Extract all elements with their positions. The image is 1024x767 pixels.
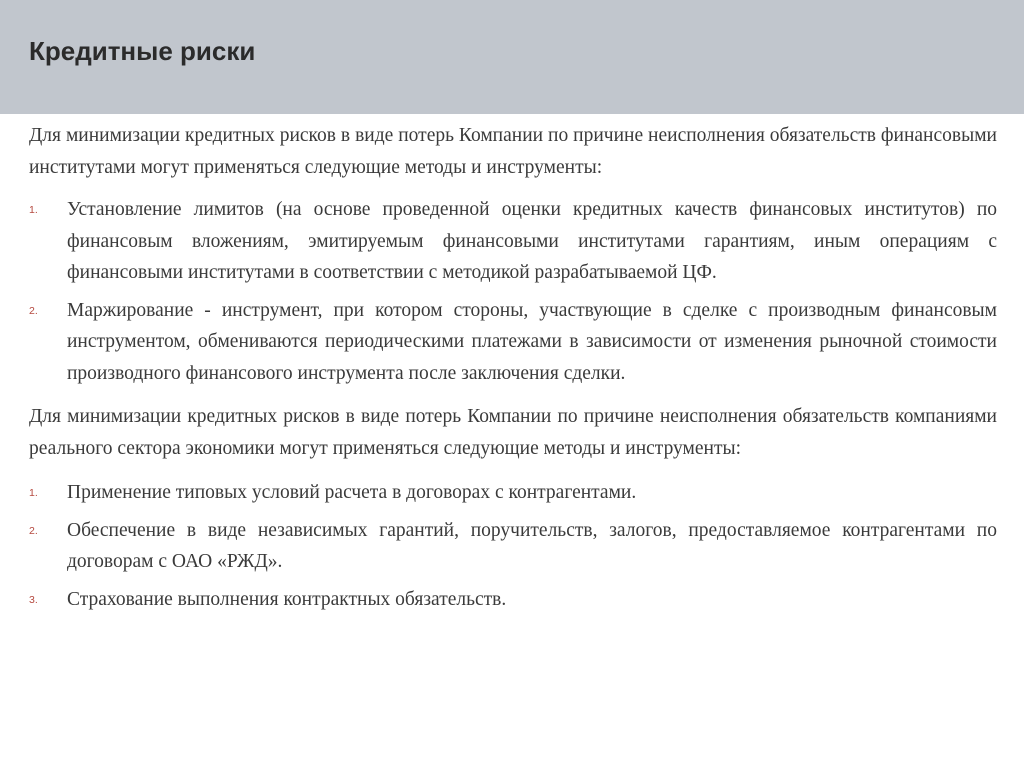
list-item-text: Страхование выполнения контрактных обязательств. — [67, 588, 507, 610]
list-number: 2. — [29, 304, 38, 317]
list-number: 1. — [29, 204, 38, 216]
title-bar — [0, 0, 1024, 114]
list-item — [29, 477, 997, 509]
slide-body — [29, 120, 997, 621]
intro-paragraph-2: Для минимизации кредитных рисков в виде потерь Компании по причине неисполнения обязательств компаниями реального сектора экономики могут применяться следующие методы и инструменты: — [29, 406, 997, 459]
list-number: 1. — [29, 487, 38, 499]
intro-paragraph-1: Для минимизации кредитных рисков в виде потерь Компании по причине неисполнения обязательств финансовыми институтами могут применяться следующие методы и инструменты: — [29, 125, 997, 178]
list-number: 2. — [29, 524, 38, 537]
list-number: 3. — [29, 593, 38, 606]
list-item — [29, 515, 997, 578]
list-item-text: Установление лимитов (на основе проведенной оценки кредитных качеств финансовых институтов) по финансовым вложениям, эмитируемым финансовыми институтами гарантиям, иным операциям с финансовыми институтами в соответствии с методикой разрабатываемой ЦФ. — [67, 199, 997, 283]
methods-list-1 — [29, 194, 997, 389]
list-item-text: Обеспечение в виде независимых гарантий, поручительств, залогов, предоставляемое контрагентами по договорам с ОАО «РЖД». — [67, 519, 997, 572]
methods-list-2 — [29, 477, 997, 615]
list-item — [29, 194, 997, 289]
list-item — [29, 584, 997, 616]
list-item — [29, 295, 997, 390]
page-title: Кредитные риски — [29, 36, 256, 66]
list-item-text: Применение типовых условий расчета в договорах с контрагентами. — [67, 482, 637, 503]
list-item-text: Маржирование - инструмент, при котором стороны, участвующие в сделке с производным финансовым инструментом, обмениваются периодическими платежами в зависимости от изменения рыночной стоимости производного финансового инструмента после заключения сделки. — [67, 299, 997, 384]
